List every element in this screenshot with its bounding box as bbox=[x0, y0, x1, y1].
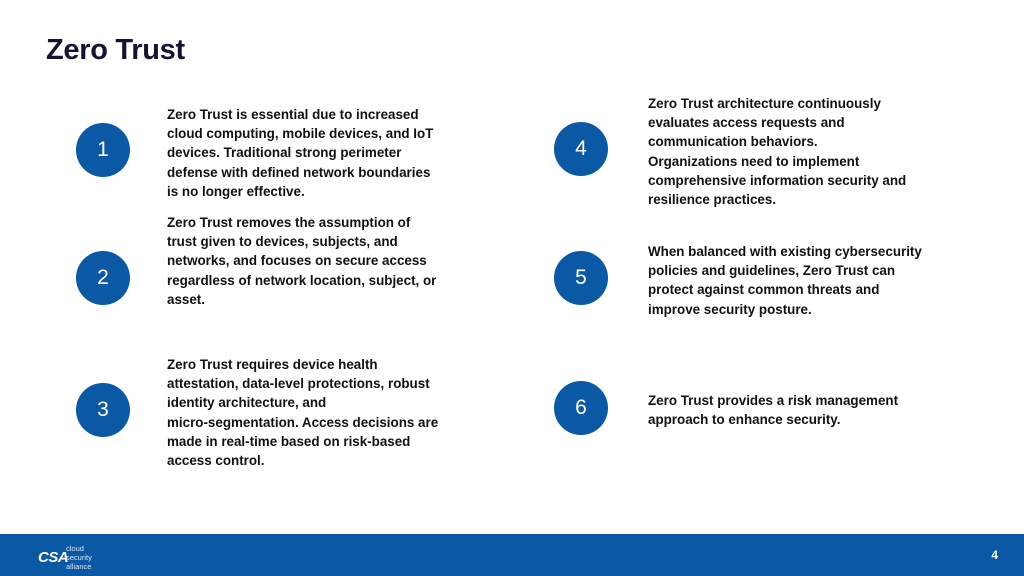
logo-words: cloud security alliance bbox=[66, 544, 92, 571]
step-1-text: Zero Trust is essential due to increased cloud computing, mobile devices, and IoT devices. Traditional strong perimeter defense with defined network boundaries is no longer effective. bbox=[167, 107, 434, 199]
slide-title: Zero Trust bbox=[46, 34, 185, 66]
step-4-text: Zero Trust architecture continuously evaluates access requests and communication behaviors. Organizations need to implement comprehensive information security and resilience practices. bbox=[648, 96, 907, 208]
step-3-text: Zero Trust requires device health attestation, data-level protections, robust identity architecture, and micro-segmentation. Access decisions are made in real-time based on risk-based access control. bbox=[167, 357, 439, 469]
step-4-badge: 4 bbox=[554, 122, 608, 176]
footer-bar bbox=[0, 534, 1024, 576]
step-3-badge: 3 bbox=[76, 383, 130, 437]
page-number: 4 bbox=[991, 548, 998, 562]
step-6-badge: 6 bbox=[554, 381, 608, 435]
step-5-text: When balanced with existing cybersecurity policies and guidelines, Zero Trust can protect against common threats and improve security posture. bbox=[648, 244, 922, 317]
step-2-text: Zero Trust removes the assumption of trust given to devices, subjects, and networks, and focuses on secure access regardless of network location, subject, or asset. bbox=[167, 215, 437, 307]
step-5-badge: 5 bbox=[554, 251, 608, 305]
step-6-text: Zero Trust provides a risk management approach to enhance security. bbox=[648, 393, 899, 428]
csa-logo bbox=[38, 544, 118, 570]
step-1-badge: 1 bbox=[76, 123, 130, 177]
logo-mark: CSA bbox=[38, 549, 69, 566]
step-2-badge: 2 bbox=[76, 251, 130, 305]
